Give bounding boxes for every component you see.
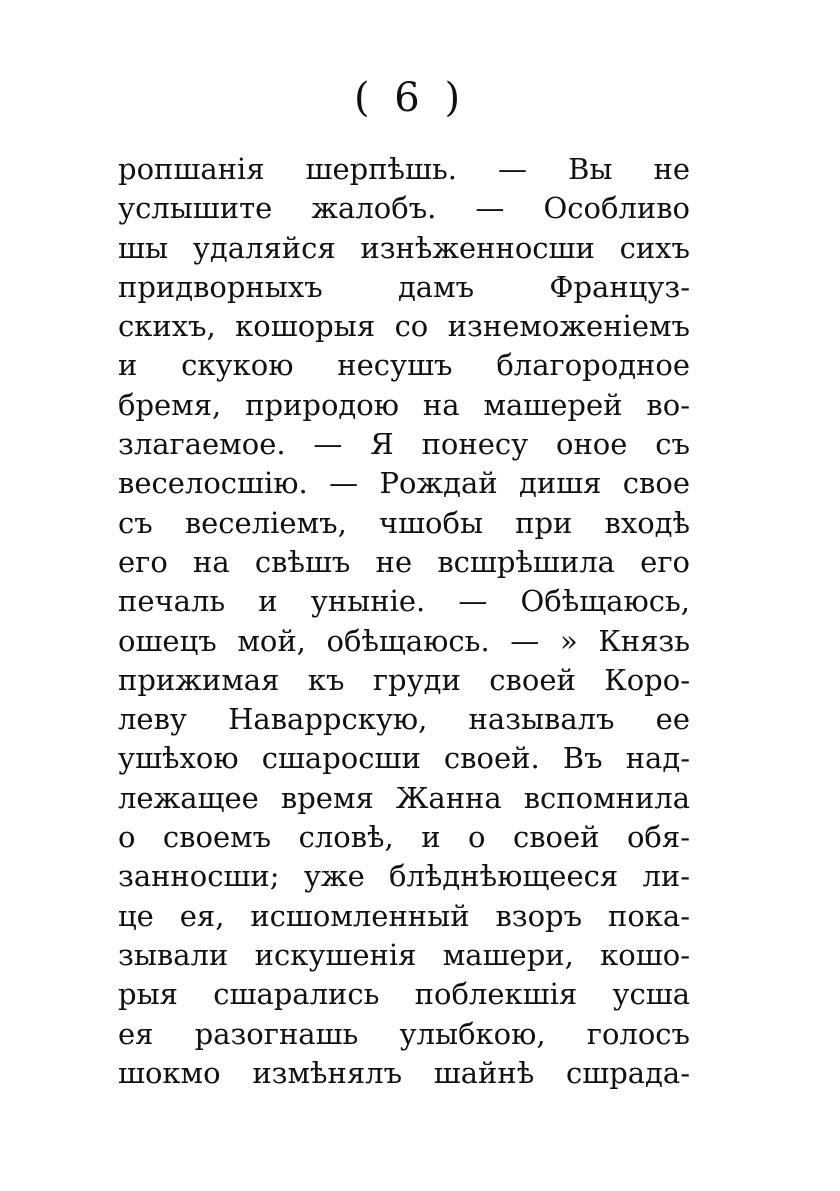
text-line: ошецъ мой, обѣщаюсь. — » Князь	[118, 623, 690, 658]
text-line: съ веселіемъ, чшобы при входѣ	[118, 505, 690, 540]
text-line: и скукою несушъ благородное	[118, 348, 690, 383]
text-line: це ея, исшомленный взоръ пока-	[118, 898, 690, 933]
text-line: ея разогнашь улыбкою, голосъ	[118, 1016, 690, 1051]
text-line: занносши; уже блѣднѣющееся ли-	[118, 859, 690, 894]
text-line: прижимая къ груди своей Коро-	[118, 662, 690, 697]
text-line: бремя, природою на машерей во-	[118, 387, 690, 422]
text-line: придворныхъ дамъ Француз-	[118, 269, 690, 304]
text-line: лежащее время Жанна вспомнила	[118, 780, 690, 815]
text-line: рыя сшарались поблекшія усша	[118, 977, 690, 1012]
text-line: злагаемое. — Я понесу оное съ	[118, 427, 690, 462]
text-line: его на свѣшъ не всшрѣшила его	[118, 544, 690, 579]
text-line: ушѣхою сшаросши своей. Въ над-	[118, 741, 690, 776]
text-line: шы удаляйся изнѣженносши сихъ	[118, 230, 690, 265]
text-line: ропшанія шерпѣшь. — Вы не	[118, 152, 690, 186]
body-text	[118, 150, 690, 1093]
text-line: леву Наваррскую, называлъ ее	[118, 702, 690, 737]
page-number: ( 6 )	[353, 75, 467, 121]
text-line: о своемъ словѣ, и о своей обя-	[118, 820, 690, 855]
text-line: веселосшію. — Рождай дишя свое	[118, 466, 690, 501]
text-line: скихъ, кошорыя со изнеможеніемъ	[118, 309, 690, 344]
text-line: услышите жалобъ. — Особливо	[118, 191, 690, 226]
text-line: шокмо измѣнялъ шайнѣ сшрада-	[118, 1055, 690, 1090]
text-line: печаль и уныніе. — Обѣщаюсь,	[118, 584, 690, 619]
text-line: зывали искушенія машери, кошо-	[118, 937, 690, 972]
